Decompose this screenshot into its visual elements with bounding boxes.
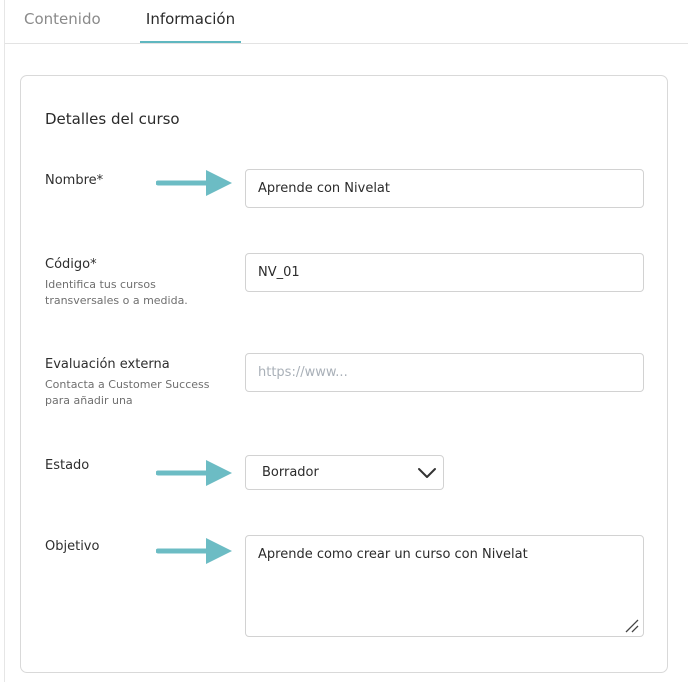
tab-informacion[interactable]: Información bbox=[140, 9, 241, 43]
codigo-help-text: Identifica tus cursos transversales o a medida. bbox=[45, 278, 188, 307]
panel-left-border bbox=[4, 0, 5, 682]
evaluacion-externa-input[interactable] bbox=[245, 353, 644, 392]
objetivo-textarea[interactable] bbox=[245, 535, 644, 637]
objetivo-label: Objetivo bbox=[45, 539, 100, 554]
arrow-right-icon bbox=[156, 536, 234, 566]
section-title: Detalles del curso bbox=[45, 110, 180, 128]
estado-select[interactable] bbox=[245, 455, 444, 490]
chevron-down-icon bbox=[417, 463, 437, 483]
estado-selected-value: Borrador bbox=[262, 465, 319, 480]
codigo-label: Código* bbox=[45, 257, 97, 272]
tab-bar bbox=[5, 0, 688, 44]
nombre-label: Nombre* bbox=[45, 173, 104, 188]
evaluacion-externa-label: Evaluación externa bbox=[45, 357, 170, 372]
nombre-input[interactable] bbox=[245, 169, 644, 208]
resize-handle-icon[interactable] bbox=[624, 618, 640, 634]
evaluacion-externa-help-text: Contacta a Customer Success para añadir una bbox=[45, 378, 210, 407]
codigo-input[interactable] bbox=[245, 253, 644, 292]
estado-label: Estado bbox=[45, 458, 90, 473]
tab-contenido[interactable]: Contenido bbox=[24, 10, 101, 28]
arrow-right-icon bbox=[156, 168, 234, 198]
arrow-right-icon bbox=[156, 458, 234, 488]
